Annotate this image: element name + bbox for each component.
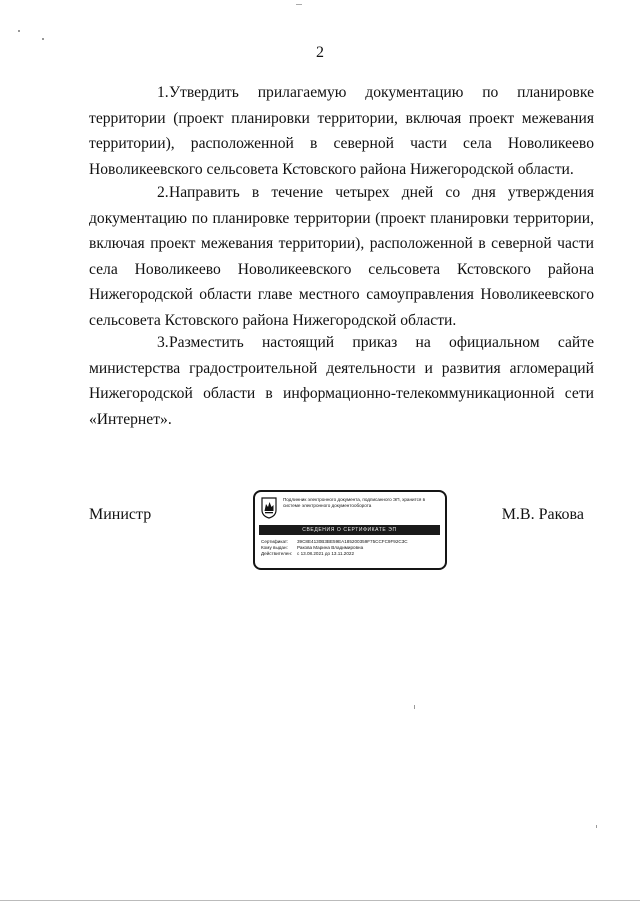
paragraph-3-number: 3. xyxy=(157,334,169,351)
valid-label: Действителен: xyxy=(261,551,293,556)
electronic-signature-stamp xyxy=(253,490,447,570)
signer-name: М.В. Ракова xyxy=(501,506,584,523)
certificate-label: Сертификат: xyxy=(261,539,289,544)
paragraph-1 xyxy=(89,80,594,182)
paragraph-2 xyxy=(89,180,594,333)
valid-value: с 13.08.2021 до 13.11.2022 xyxy=(297,551,355,556)
paragraph-1-number: 1. xyxy=(157,84,169,101)
scan-speck xyxy=(42,38,44,40)
issued-to-value: Ракова Марина Владимировна xyxy=(297,545,364,550)
issued-to-label: Кому выдан: xyxy=(261,545,288,550)
paragraph-3-text: Разместить настоящий приказ на официальном сайте министерства градостроительной деятельности и развития агломераций Нижегородской области в информационно-телекоммуникационной сети «Интернет». xyxy=(89,334,594,428)
paragraph-2-number: 2. xyxy=(157,184,169,201)
paragraph-3 xyxy=(89,330,594,432)
valid-row xyxy=(261,551,441,557)
signer-title: Министр xyxy=(89,506,152,523)
scan-speck xyxy=(296,4,302,5)
coat-of-arms-icon xyxy=(261,497,277,519)
scan-speck xyxy=(596,825,597,828)
page-number: 2 xyxy=(316,44,324,61)
scan-speck xyxy=(414,705,415,709)
paragraph-1-text: Утвердить прилагаемую документацию по планировке территории (проект планировки территории, включая проект межевания территории), расположенной в северной части села Новоликеево Новоликеевского сельсовета Кстовского района Нижегородской области. xyxy=(89,84,594,178)
scan-speck xyxy=(18,30,20,32)
certificate-value: 39C8E4130B3BE59EA185200359F75CCFC9F92C3C xyxy=(297,539,408,544)
stamp-details xyxy=(261,539,441,557)
scan-line xyxy=(0,900,640,901)
stamp-header-text: Подлинник электронного документа, подписанного ЭП, хранится в системе электронного документооборота xyxy=(283,497,426,508)
stamp-certificate-bar: СВЕДЕНИЯ О СЕРТИФИКАТЕ ЭП xyxy=(259,525,440,535)
paragraph-2-text: Направить в течение четырех дней со дня утверждения документацию по планировке территории (проект планировки территории, включая проект межевания территории), расположенной в северной части села Новоликеево Новоликеевского сельсовета Кстовского района Нижегородской области главе местного самоуправления Новоликеевского сельсовета Кстовского района Нижегородской области. xyxy=(89,184,594,329)
